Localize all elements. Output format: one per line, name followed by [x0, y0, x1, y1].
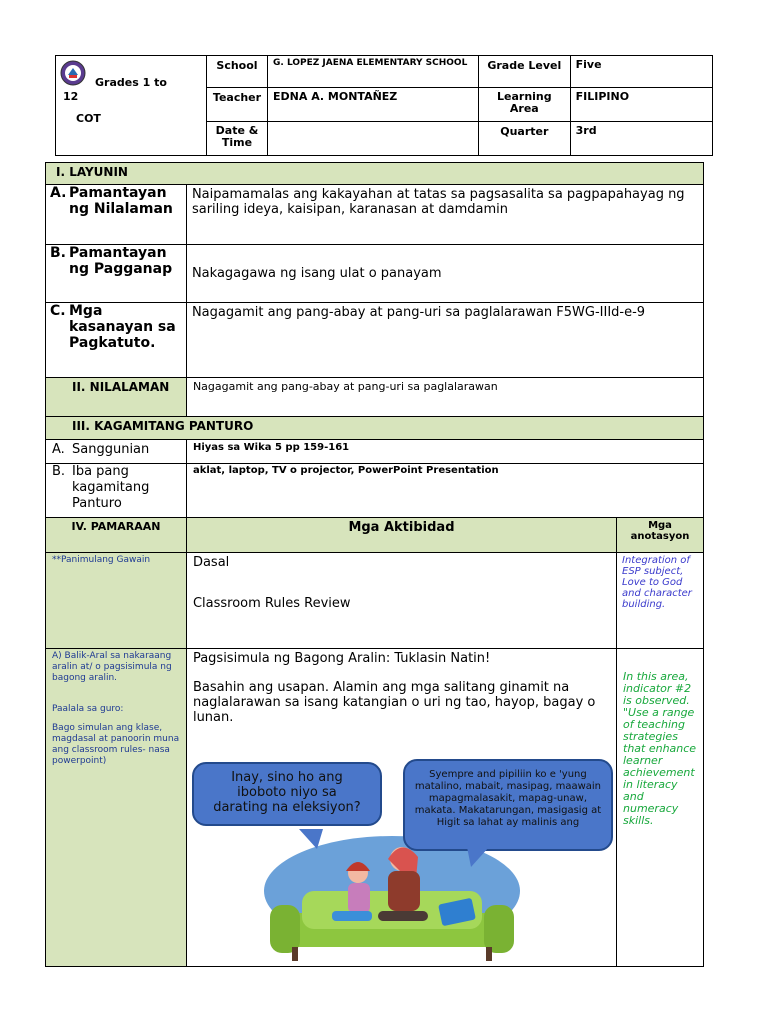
- tuklasin-instructions: Basahin ang usapan. Alamin ang mga salitang ginamit na naglalarawan sa isang katangian o uri ng tao, hayop, bagay o lunan.: [192, 680, 596, 725]
- kagamitan-heading: III. KAGAMITANG PANTURO: [46, 417, 704, 440]
- kagamitan-b-label-cell: [46, 464, 187, 518]
- rules-review-text: Classroom Rules Review: [192, 596, 351, 611]
- layunin-a-label: Pamantayan ng Nilalaman: [69, 185, 173, 217]
- tuklasin-cell: [186, 649, 616, 967]
- pamaraan-col-header: IV. PAMARAAN: [46, 518, 187, 553]
- kagamitan-a-label-cell: [46, 440, 187, 464]
- deped-seal-icon: [60, 60, 86, 86]
- date-value: [268, 122, 479, 156]
- layunin-b-text: Nakagagawa ng isang ulat o panayam: [186, 245, 703, 303]
- layunin-c-letter: C.: [50, 303, 66, 319]
- layunin-c-text: Nagagamit ang pang-abay at pang-uri sa paglalarawan F5WG-IIId-e-9: [186, 303, 703, 378]
- quarter-label: Quarter: [479, 122, 571, 156]
- kagamitan-a-label: Sanggunian: [72, 442, 150, 457]
- mother-bubble-tail-icon: [467, 847, 489, 867]
- dasal-text: Dasal: [192, 555, 230, 570]
- school-value: G. LOPEZ JAENA ELEMENTARY SCHOOL: [268, 56, 479, 88]
- date-label: Date & Time: [207, 122, 268, 156]
- nilalaman-text: Nagagamit ang pang-abay at pang-uri sa paglalarawan: [186, 378, 703, 417]
- tuklasin-title: Pagsisimula ng Bagong Aralin: Tuklasin Natin!: [192, 651, 491, 666]
- balik-aral-cell: [46, 649, 187, 967]
- school-label: School: [207, 56, 268, 88]
- child-bubble-tail-icon: [299, 829, 323, 849]
- mother-speech-bubble: [403, 759, 613, 851]
- layunin-b-label-cell: [46, 245, 187, 303]
- brand-line1: Grades 1 to: [95, 76, 167, 89]
- quarter-value: 3rd: [570, 122, 712, 156]
- layunin-b-letter: B.: [50, 245, 66, 261]
- teacher-label: Teacher: [207, 88, 268, 122]
- kagamitan-b-text: aklat, laptop, TV o projector, PowerPoint Presentation: [186, 464, 703, 518]
- layunin-b-label: Pamantayan ng Pagganap: [69, 245, 173, 277]
- layunin-a-letter: A.: [50, 185, 67, 201]
- kagamitan-a-text: Hiyas sa Wika 5 pp 159-161: [186, 440, 703, 464]
- layunin-c-label: Mga kasanayan sa Pagkatuto.: [69, 303, 176, 351]
- layunin-c-label-cell: [46, 303, 187, 378]
- cot-label: COT: [76, 112, 101, 125]
- balik-aral-text: A) Balik-Aral sa nakaraang aralin at/ o pagsisimula ng bagong aralin.: [52, 651, 172, 683]
- anotasyon-col-header: Mga anotasyon: [617, 518, 704, 553]
- paalala-label: Paalala sa guro:: [52, 704, 124, 714]
- nilalaman-heading: II. NILALAMAN: [46, 378, 187, 417]
- kagamitan-b-letter: B.: [52, 464, 66, 479]
- row2-annotation: In this area, indicator #2 is observed. "Use a range of teaching strategies that enhance learner achievement in literacy and numeracy skills.: [617, 649, 704, 967]
- panimulang-activities-cell: [186, 553, 616, 649]
- area-value: FILIPINO: [570, 88, 712, 122]
- grade-value: Five: [570, 56, 712, 88]
- lesson-plan-table: [45, 162, 704, 967]
- teacher-value: EDNA A. MONTAÑEZ: [268, 88, 479, 122]
- layunin-heading: I. LAYUNIN: [46, 163, 704, 185]
- child-speech-text: Inay, sino ho ang iboboto niyo sa darating na eleksiyon?: [213, 770, 361, 815]
- area-label: Learning Area: [479, 88, 571, 122]
- kagamitan-b-label: Iba pang kagamitang Panturo: [72, 464, 150, 511]
- header-table: [55, 55, 713, 156]
- layunin-a-text: Naipamamalas ang kakayahan at tatas sa pagsasalita sa pagpapahayag ng sariling ideya, kaisipan, karanasan at damdamin: [186, 185, 703, 245]
- brand-cell: [56, 56, 207, 156]
- panimulang-gawain-cell: **Panimulang Gawain: [46, 553, 187, 649]
- kagamitan-a-letter: A.: [52, 442, 65, 457]
- brand-line2: 12: [63, 90, 79, 103]
- child-speech-bubble: [192, 762, 382, 826]
- aktibidad-col-header: Mga Aktibidad: [186, 518, 616, 553]
- paalala-text: Bago simulan ang klase, magdasal at panoorin muna ang classroom rules- nasa powerpoint): [52, 723, 180, 766]
- row1-annotation: Integration of ESP subject, Love to God and character building.: [617, 553, 704, 649]
- layunin-a-label-cell: [46, 185, 187, 245]
- mother-speech-text: Syempre and pipiliin ko e 'yung matalino, mabait, masipag, maawain mapagmalasakit, mapag-unaw, makata. Makatarungan, masigasig at Higit sa lahat ay malinis ang: [414, 769, 602, 828]
- grade-label: Grade Level: [479, 56, 571, 88]
